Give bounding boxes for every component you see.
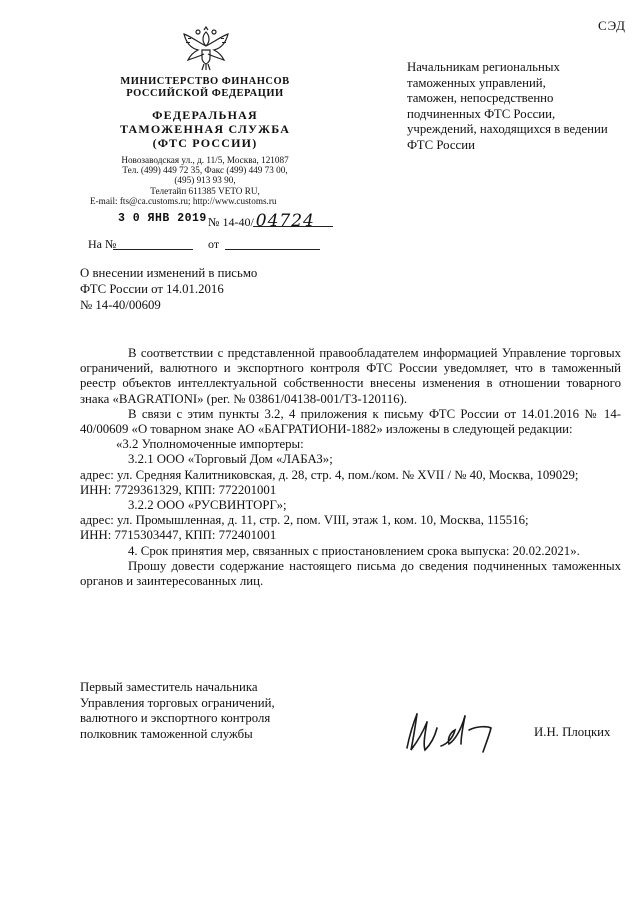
reference-date-line [225,249,320,250]
importer-2-address: адрес: ул. Промышленная, д. 11, стр. 2, пом. VIII, этаж 1, ком. 10, Москва, 115516; [80,513,529,528]
contact-details: Новозаводская ул., д. 11/5, Москва, 121087 Тел. (499) 449 72 35, Факс (499) 449 73 00, (495) 913 93 90, Телетайп 611385 VETO RU, E-mail: fts@ca.customs.ru; http://www.customs.ru [78,155,332,206]
handwritten-signature [395,700,505,760]
paragraph-notice: В соответствии с представленной правообладателем информацией Управление торговых ограничений, валютного и экспортного контроля ФТС России уведомляет, что в таможенный реестр объектов интеллектуальной собственности внесены изменения в отношении товарного знака «BAGRATIONI» (рег. № 03861/04138-001/ТЗ-120116). [80,346,621,406]
document-system-mark: СЭД [597,18,626,33]
item-importer-1: 3.2.1 ООО «Торговый Дом «ЛАБАЗ»; [128,452,333,467]
outgoing-number-handwritten: 04724 [255,211,315,231]
number-underline [253,226,333,227]
item-importers-heading: «3.2 Уполномоченные импортеры: [116,437,304,452]
customs-service-name: ФЕДЕРАЛЬНАЯ ТАМОЖЕННАЯ СЛУЖБА (ФТС РОССИИ) [119,108,291,150]
importer-1-address: адрес: ул. Средняя Калитниковская, д. 28, стр. 4, пом./ком. № XVII / № 40, Москва, 109029; [80,467,579,482]
reference-date-label: от [208,237,220,251]
paragraph-amendment: В связи с этим пункты 3.2, 4 приложения к письму ФТС России от 14.01.2016 № 14-40/00609 «О товарном знаке АО «БАГРАТИОНИ-1882» изложены в следующей редакции: [80,406,621,437]
importer-1-tax-ids: ИНН: 7729361329, КПП: 772201001 [80,482,277,497]
letter-subject: О внесении изменений в письмо ФТС России от 14.01.2016 № 14-40/00609 [80,266,258,312]
letter-body [80,346,621,589]
item-deadline: 4. Срок принятия мер, связанных с приостановлением срока выпуска: 20.02.2021». [128,543,580,558]
coat-of-arms-icon [180,26,232,72]
reference-number-label: На № [88,237,117,251]
signatory-name: И.Н. Плоцких [534,725,611,739]
signatory-title: Первый заместитель начальника Управления торговых ограничений, валютного и экспортного контроля полковник таможенной службы [80,680,275,741]
importer-2-tax-ids: ИНН: 7715303447, КПП: 772401001 [80,528,277,543]
ministry-name: МИНИСТЕРСТВО ФИНАНСОВ РОССИЙСКОЙ ФЕДЕРАЦИИ [120,76,290,99]
recipients-block: Начальникам региональных таможенных управлений, таможен, непосредственно подчиненных ФТС России, учреждений, находящихся в ведении ФТС России [407,60,608,152]
outgoing-number-prefix: № 14-40/ [208,215,254,229]
reference-number-line [113,249,193,250]
outgoing-number [208,211,315,231]
email-and-website: E-mail: fts@ca.customs.ru; http://www.customs.ru [90,195,277,206]
date-stamp: 3 0 ЯНВ 2019 [118,212,207,225]
item-importer-2: 3.2.2 ООО «РУСВИНТОРГ»; [128,498,287,513]
paragraph-request: Прошу довести содержание настоящего письма до сведения подчиненных таможенных органов и заинтересованных лиц. [80,558,621,589]
